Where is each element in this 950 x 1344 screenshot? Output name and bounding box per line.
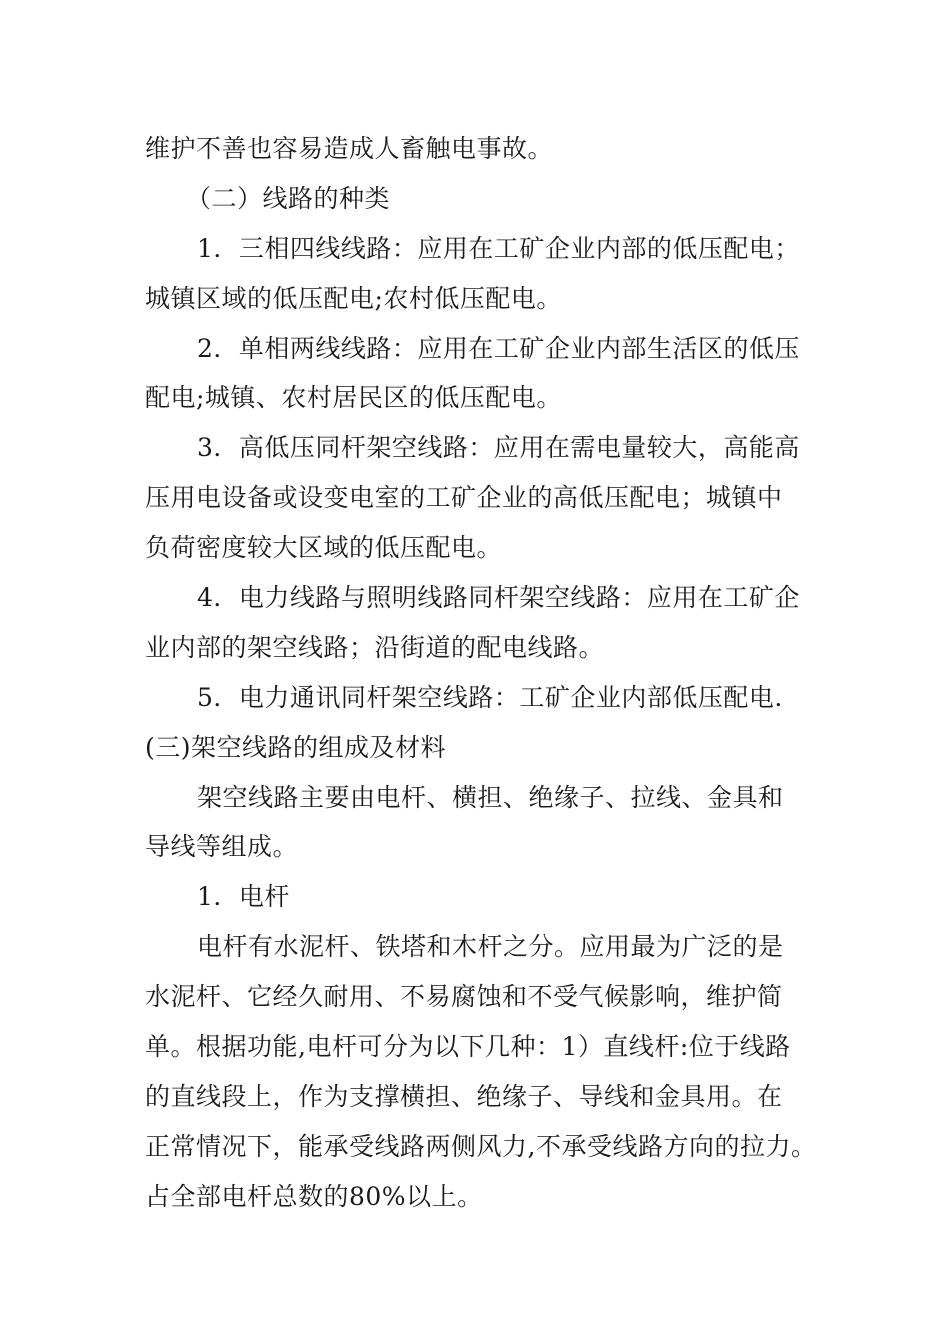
text-line: 4．电力线路与照明线路同杆架空线路：应用在工矿企 [197,583,800,612]
text-line: 负荷密度较大区域的低压配电。 [145,533,503,562]
section-heading: （二）线路的种类 [186,184,391,213]
text-line: 电杆有水泥杆、铁塔和木杆之分。应用最为广泛的是 [197,932,784,961]
text-line: 维护不善也容易造成人畜触电事故。 [145,134,554,163]
text-line: 5．电力通讯同杆架空线路：工矿企业内部低压配电. [197,683,783,712]
text-line: 业内部的架空线路；沿街道的配电线路。 [145,633,605,662]
text-line: 3．高低压同杆架空线路：应用在需电量较大，高能高 [197,433,800,462]
text-line: 架空线路主要由电杆、横担、绝缘子、拉线、金具和 [197,783,784,812]
section-heading: (三)架空线路的组成及材料 [145,733,447,762]
text-line: 1．三相四线线路：应用在工矿企业内部的低压配电； [197,234,800,263]
text-line: 水泥杆、它经久耐用、不易腐蚀和不受气候影响，维护简 [145,982,783,1011]
text-line: 2．单相两线线路：应用在工矿企业内部生活区的低压 [197,334,800,363]
text-line: 的直线段上，作为支撑横担、绝缘子、导线和金具用。在 [145,1082,783,1111]
text-line: 占全部电杆总数的80%以上。 [145,1182,483,1211]
text-line: 配电;城镇、农村居民区的低压配电。 [145,383,562,412]
text-line: 正常情况下，能承受线路两侧风力,不承受线路方向的拉力。 [145,1132,817,1161]
subsection-heading: 1．电杆 [197,882,290,911]
text-line: 城镇区域的低压配电;农村低压配电。 [145,284,562,313]
text-line: 压用电设备或设变电室的工矿企业的高低压配电；城镇中 [145,483,783,512]
text-line: 导线等组成。 [145,832,299,861]
text-line: 单。根据功能,电杆可分为以下几种：1）直线杆:位于线路 [145,1032,791,1061]
